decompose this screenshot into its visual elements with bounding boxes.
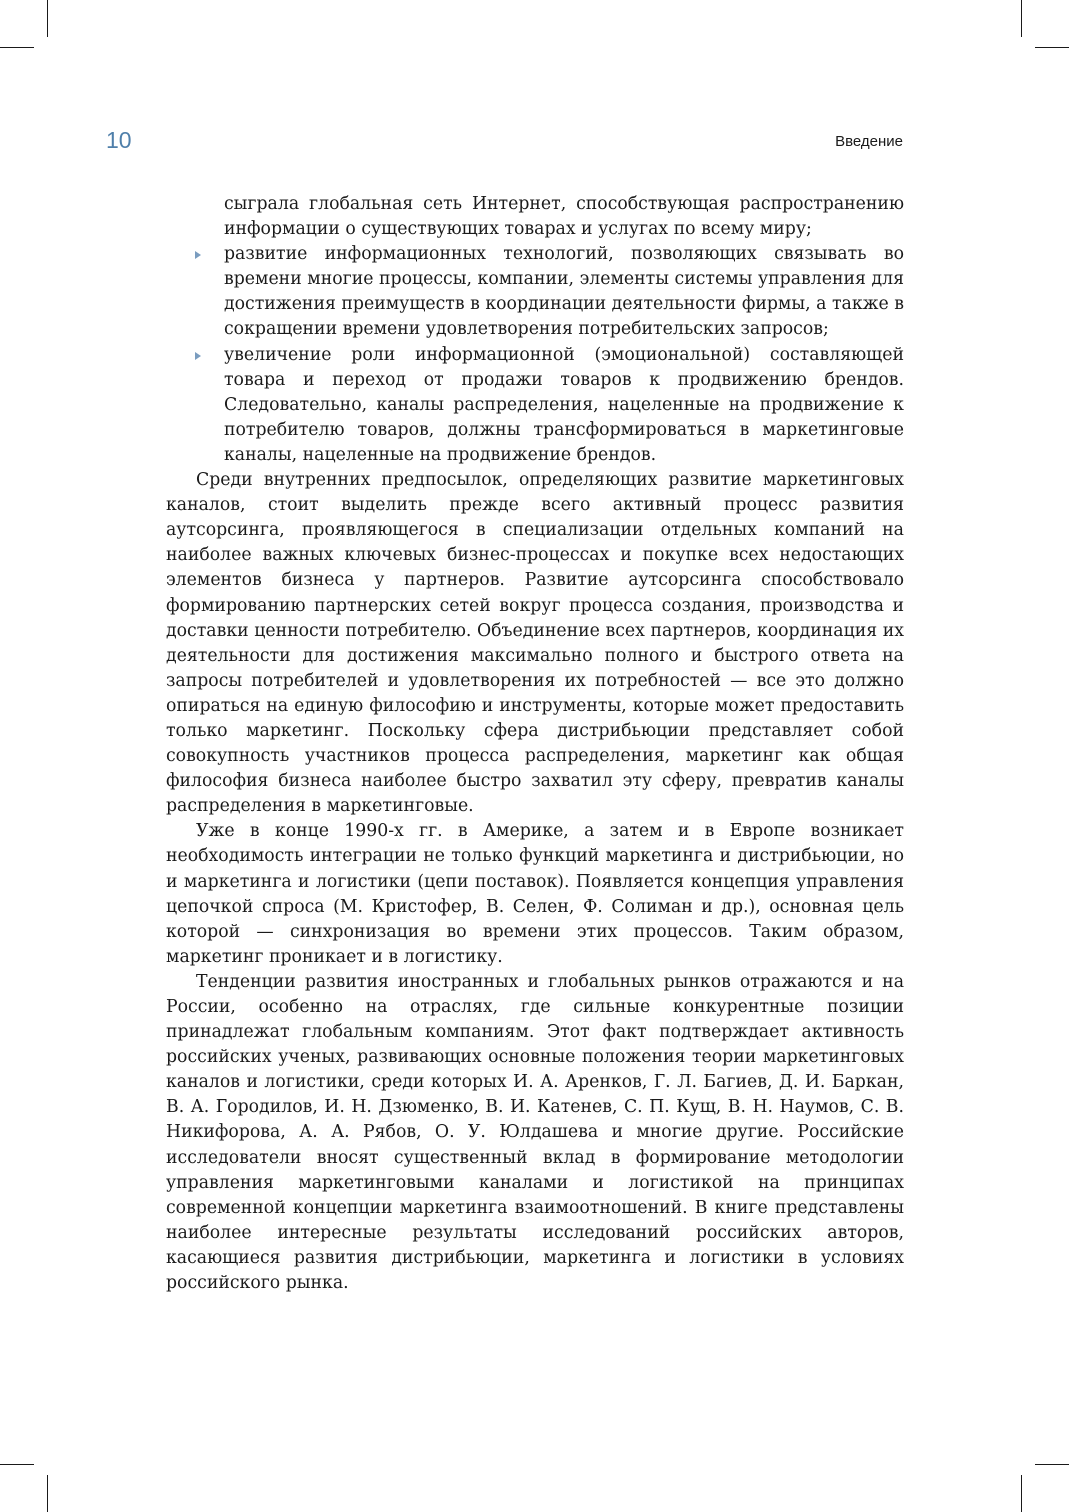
page-body (166, 192, 904, 1296)
list-item-text: развитие информационных технологий, позволяющих связывать во времени многие процессы, компании, элементы системы управления для достижения преимуществ в координации деятельности фирмы, а также в сокращении времени удовлетворения потребительских запросов; (224, 244, 904, 340)
list-item (166, 242, 904, 342)
list-item-text: увеличение роли информационной (эмоциональной) составляющей товара и переход от продажи товаров к продвижению брендов. Следовательно, каналы распределения, нацеленные на продвижение к потребителю товаров, должны трансформироваться в маркетинговые каналы, нацеленные на продвижение брендов. (224, 344, 904, 465)
list-item (166, 343, 904, 468)
list-item-continuation: сыграла глобальная сеть Интернет, способствующая распространению информации о существующих товарах и услугах по всему миру; (224, 194, 904, 240)
paragraph-demand-chain: Уже в конце 1990-х гг. в Америке, а затем и в Европе возникает необходимость интеграции не только функций маркетинга и дистрибьюции, но и маркетинга и логистики (цепи поставок). Появляется концепция управления цепочкой спроса (М. Кристофер, В. Селен, Ф. Солиман и др.), основная цель которой — синхронизация во времени этих процессов. Таким образом, маркетинг проникает и в логистику. (166, 821, 904, 967)
triangle-bullet-icon (195, 352, 201, 360)
crop-mark-bottom-left-horizontal (0, 1464, 34, 1465)
bullet-list (166, 242, 904, 468)
crop-mark-top-left-horizontal (0, 47, 34, 48)
page-number: 10 (106, 127, 132, 153)
paragraph-russian-research: Тенденции развития иностранных и глобальных рынков отражаются и на России, особенно на отраслях, где сильные конкурентные позиции принадлежат глобальным компаниям. Этот факт подтверждает активность российских ученых, развивающих основные положения теории маркетинговых каналов и логистики, среди которых И. А. Аренков, Г. Л. Багиев, Д. И. Баркан, В. А. Городилов, И. Н. Дзюменко, В. И. Катенев, С. П. Кущ, В. Н. Наумов, С. В. Никифорова, А. А. Рябов, О. У. Юлдашева и многие другие. Российские исследователи вносят существенный вклад в формирование методологии управления маркетинговыми каналами и логистикой на принципах современной концепции маркетинга взаимоотношений. В книге представлены наиболее интересные результаты исследований российских авторов, касающиеся развития дистрибьюции, маркетинга и логистики в условиях российского рынка. (166, 971, 904, 1294)
crop-mark-bottom-right-vertical (1021, 1475, 1022, 1512)
crop-mark-top-right-vertical (1021, 0, 1022, 37)
triangle-bullet-icon (195, 251, 201, 259)
crop-mark-top-right-horizontal (1035, 47, 1069, 48)
paragraph-internal-prerequisites: Среди внутренних предпосылок, определяющих развитие маркетинговых каналов, стоит выделить прежде всего активный процесс развития аутсорсинга, проявляющегося в специализации отдельных компаний на наиболее важных ключевых бизнес-процессах и покупке всех недостающих элементов бизнеса у партнеров. Развитие аутсорсинга способствовало формированию партнерских сетей вокруг процесса создания, производства и доставки ценности потребителю. Объединение всех партнеров, координация их деятельности для достижения максимально полного и быстрого ответа на запросы потребителей и удовлетворения их потребностей — все это должно опираться на единую философию и инструменты, которые может предоставить только маркетинг. Поскольку сфера дистрибьюции представляет собой совокупность участников процесса распределения, маркетинг как общая философия бизнеса наиболее быстро захватил эту сферу, превратив каналы распределения в маркетинговые. (166, 470, 904, 817)
crop-mark-bottom-right-horizontal (1035, 1464, 1069, 1465)
running-head-section-title: Введение (835, 133, 903, 150)
crop-mark-top-left-vertical (47, 0, 48, 37)
crop-mark-bottom-left-vertical (47, 1475, 48, 1512)
